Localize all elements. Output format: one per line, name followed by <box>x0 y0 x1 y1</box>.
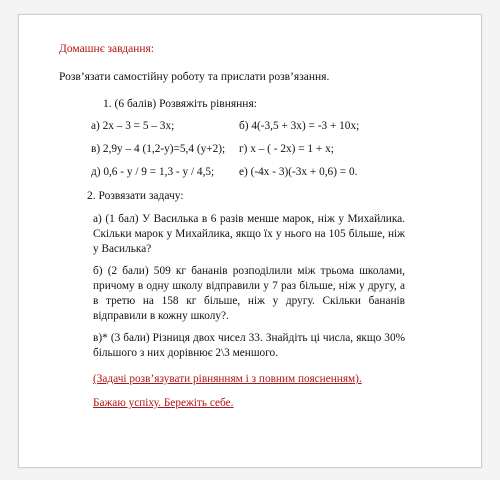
equation-list <box>91 120 439 178</box>
farewell-text: Бажаю успіху. Бережіть себе. <box>93 397 234 409</box>
equation-g: г) x – ( - 2x) = 1 + x; <box>239 143 334 155</box>
equation-v: в) 2,9y – 4 (1,2-y)=5,4 (y+2); <box>91 143 226 155</box>
task-2-title: 2. Розвязати задачу: <box>87 190 184 202</box>
equation-b: б) 4(-3,5 + 3x) = -3 + 10x; <box>239 120 360 132</box>
solution-note: (Задачі розв’язувати рівнянням і з повним поясненням). <box>93 373 362 385</box>
problem-v: в)* (3 бали) Різниця двох чисел 33. Знайдіть ці числа, якщо 30% більшого з них дорівнює 2\3 меншого. <box>93 332 405 359</box>
document-content <box>59 43 439 409</box>
equation-d: д) 0,6 - y / 9 = 1,3 - y / 4,5; <box>91 166 215 178</box>
page-heading: Домашнє завдання: <box>59 43 155 55</box>
document-page <box>18 14 482 468</box>
task-1-title: 1. (6 балів) Розвяжіть рівняння: <box>103 98 257 110</box>
problem-a: а) (1 бал) У Василька в 6 разів менше марок, ніж у Михайлика. Скільки марок у Михайлика, якщо їх у нього на 105 більше, ніж у Василька? <box>93 213 405 255</box>
problem-b: б) (2 бали) 509 кг бананів розподілили між трьома школами, причому в одну школу відправили у 7 раз більше, ніж у другу, а в третю на 158 кг більше, ніж у другу. Скільки бананів відправили в кожну школу?. <box>93 265 405 322</box>
intro-text: Розв’язати самостійну роботу та прислати розв’язання. <box>59 71 330 83</box>
equation-e: е) (-4x - 3)(-3x + 0,6) = 0. <box>239 166 358 178</box>
equation-a: а) 2x – 3 = 5 – 3x; <box>91 120 175 132</box>
